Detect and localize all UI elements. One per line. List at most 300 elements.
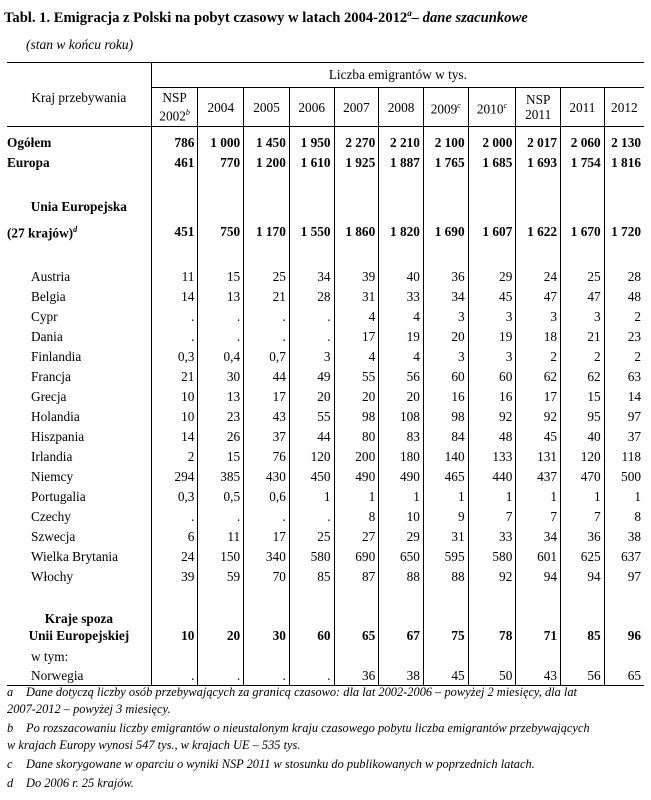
value-cell: 87: [334, 567, 379, 587]
value-cell: 11: [151, 267, 198, 287]
value-cell: 17: [334, 327, 379, 347]
value-cell: 120: [289, 447, 334, 467]
row-label: [7, 627, 151, 645]
row-label: [7, 567, 151, 587]
year-header: [334, 88, 379, 127]
row-label: [7, 367, 151, 387]
year-header-line2: 2011: [525, 107, 552, 122]
value-cell: 55: [289, 407, 334, 427]
footnote-letter: c: [7, 757, 13, 771]
row-label-footnote-ref: d: [73, 225, 78, 234]
value-cell: [604, 647, 644, 667]
value-cell: 9: [423, 507, 468, 527]
value-cell: 1 693: [516, 153, 561, 173]
value-cell: 97: [604, 407, 644, 427]
row-ogolem: [7, 133, 644, 153]
value-cell: 2: [604, 347, 644, 367]
value-cell: 1 622: [516, 220, 561, 243]
row-country: [7, 567, 644, 587]
value-cell: 750: [198, 220, 244, 243]
value-cell: 2: [561, 347, 605, 367]
value-cell: 1 950: [289, 133, 334, 153]
value-cell: 75: [423, 627, 468, 645]
value-cell: 37: [604, 427, 644, 447]
value-cell: 14: [604, 387, 644, 407]
value-cell: 25: [289, 527, 334, 547]
value-cell: 7: [468, 507, 516, 527]
row-label-text: Kraje spoza: [44, 611, 114, 627]
value-cell: 8: [604, 507, 644, 527]
value-cell: 20: [198, 627, 244, 645]
row-label-text: Ogółem: [7, 135, 52, 150]
value-cell: 770: [198, 153, 244, 173]
year-header-line2: 2002: [159, 108, 186, 124]
value-cell: 108: [379, 407, 424, 427]
value-cell: 3: [289, 347, 334, 367]
value-cell: 36: [561, 527, 605, 547]
value-cell: 1 610: [289, 153, 334, 173]
value-cell: 1 450: [244, 133, 290, 153]
year-header-line1: 2008: [387, 99, 415, 115]
value-cell: 78: [468, 627, 516, 645]
row-country: [7, 287, 644, 307]
value-cell: [561, 647, 605, 667]
value-cell: 29: [379, 527, 424, 547]
value-cell: 13: [198, 287, 244, 307]
footnote-text-continued: 2007-2012 – powyżej 3 miesięcy.: [7, 702, 171, 716]
value-cell: 10: [151, 407, 198, 427]
value-cell: 7: [561, 507, 605, 527]
value-cell: 8: [334, 507, 379, 527]
spacer-row: [7, 173, 644, 197]
value-cell: 16: [468, 387, 516, 407]
row-ue-heading: [7, 197, 644, 217]
value-cell: 1 685: [468, 153, 516, 173]
value-cell: 43: [244, 407, 290, 427]
value-cell: 24: [151, 547, 198, 567]
row-label: [7, 133, 151, 153]
row-label: [7, 153, 151, 173]
value-cell: 120: [561, 447, 605, 467]
value-cell: 1 820: [379, 220, 424, 243]
value-cell: 1 765: [423, 153, 468, 173]
value-cell: 0,3: [151, 487, 198, 507]
value-cell: 1: [334, 487, 379, 507]
value-cell: 21: [244, 287, 290, 307]
value-cell: 490: [379, 467, 424, 487]
value-cell: 1 720: [604, 220, 644, 243]
year-header: [244, 88, 290, 127]
value-cell: 31: [423, 527, 468, 547]
value-cell: 20: [289, 387, 334, 407]
value-cell: 37: [244, 427, 290, 447]
value-cell: 21: [151, 367, 198, 387]
year-header-line1: 2012: [611, 99, 638, 115]
value-cell: 30: [244, 627, 290, 645]
row-label: [7, 427, 151, 447]
value-cell: 26: [198, 427, 244, 447]
value-cell: 84: [423, 427, 468, 447]
value-cell: 4: [334, 347, 379, 367]
value-cell: 0,3: [151, 347, 198, 367]
value-cell: 18: [516, 327, 561, 347]
value-cell: 10: [151, 387, 198, 407]
year-header-line1: 2006: [298, 99, 325, 115]
value-cell: 7: [516, 507, 561, 527]
value-cell: 17: [244, 387, 290, 407]
value-cell: .: [289, 327, 334, 347]
row-country: [7, 367, 644, 387]
value-cell: 80: [334, 427, 379, 447]
value-cell: 2: [516, 347, 561, 367]
footnote-text: Dane skorygowane w oparciu o wyniki NSP 2011 w stosunku do publikowanych w poprzednich latach.: [26, 757, 535, 771]
value-cell: 48: [468, 427, 516, 447]
value-cell: 1 550: [289, 220, 334, 243]
value-cell: 3: [423, 347, 468, 367]
row-label: [7, 307, 151, 327]
value-cell: 44: [244, 367, 290, 387]
year-header: [516, 88, 561, 127]
value-cell: 38: [379, 667, 424, 686]
value-cell: 40: [561, 427, 605, 447]
value-cell: [379, 647, 424, 667]
value-cell: 14: [151, 287, 198, 307]
value-cell: 71: [516, 627, 561, 645]
row-label-text: Unia Europejska: [30, 199, 127, 214]
value-cell: 461: [151, 153, 198, 173]
value-cell: 94: [561, 567, 605, 587]
value-cell: 20: [379, 387, 424, 407]
row-label-text: Francja: [31, 369, 71, 385]
value-cell: 85: [289, 567, 334, 587]
value-cell: 19: [468, 327, 516, 347]
row-label: [7, 287, 151, 307]
value-cell: 85: [561, 627, 605, 645]
value-cell: 450: [289, 467, 334, 487]
value-cell: .: [244, 327, 290, 347]
value-cell: 2 100: [423, 133, 468, 153]
year-header: [561, 88, 605, 127]
row-label: [7, 487, 151, 507]
row-label: [7, 327, 151, 347]
row-country: [7, 327, 644, 347]
value-cell: 33: [379, 287, 424, 307]
row-label-text: Norwegia: [31, 668, 84, 684]
value-cell: 2 270: [334, 133, 379, 153]
value-cell: 385: [198, 467, 244, 487]
value-cell: .: [151, 327, 198, 347]
row-label: [7, 467, 151, 487]
value-cell: 98: [423, 407, 468, 427]
row-label: [7, 527, 151, 547]
value-cell: 95: [561, 407, 605, 427]
value-cell: [198, 647, 244, 667]
footnote-text: Dane dotyczą liczby osób przebywających za granicą czasowo: dla lat 2002-2006 – powyżej 2 miesięcy, dla lat: [26, 685, 577, 699]
value-cell: 31: [334, 287, 379, 307]
row-country: [7, 387, 644, 407]
year-header-line1: 2009: [430, 101, 458, 117]
year-header-line1: NSP: [525, 92, 551, 107]
value-cell: 3: [561, 307, 605, 327]
footnote: [7, 720, 647, 754]
value-cell: .: [244, 667, 290, 686]
value-cell: 15: [198, 447, 244, 467]
value-cell: 60: [468, 367, 516, 387]
value-cell: .: [244, 307, 290, 327]
value-cell: 650: [379, 547, 424, 567]
row-label-text: Wielka Brytania: [31, 549, 118, 565]
value-cell: .: [198, 507, 244, 527]
value-cell: .: [289, 307, 334, 327]
value-cell: 6: [151, 527, 198, 547]
value-cell: 21: [561, 327, 605, 347]
value-cell: 690: [334, 547, 379, 567]
value-cell: 595: [423, 547, 468, 567]
value-cell: 601: [516, 547, 561, 567]
value-cell: 65: [334, 627, 379, 645]
value-cell: 43: [516, 667, 561, 686]
row-label-text: Europa: [7, 155, 50, 170]
value-cell: 2 060: [561, 133, 605, 153]
row-label: [7, 407, 151, 427]
value-cell: 1 690: [423, 220, 468, 243]
value-cell: 33: [468, 527, 516, 547]
value-cell: 2 017: [516, 133, 561, 153]
value-cell: 19: [379, 327, 424, 347]
value-cell: 1: [516, 487, 561, 507]
value-cell: .: [289, 507, 334, 527]
year-header: [423, 88, 468, 127]
value-cell: 47: [516, 287, 561, 307]
value-cell: 1 860: [334, 220, 379, 243]
value-cell: 34: [289, 267, 334, 287]
value-cell: 1: [289, 487, 334, 507]
value-cell: 2 130: [604, 133, 644, 153]
value-cell: 27: [334, 527, 379, 547]
value-cell: 500: [604, 467, 644, 487]
year-header: [151, 88, 198, 127]
value-cell: 1 170: [244, 220, 290, 243]
value-cell: 56: [561, 667, 605, 686]
value-cell: [334, 647, 379, 667]
value-cell: 1 607: [468, 220, 516, 243]
value-cell: 786: [151, 133, 198, 153]
footnote-letter: d: [7, 776, 14, 790]
table-title-note: – dane szacunkowe: [411, 10, 528, 26]
value-cell: 62: [516, 367, 561, 387]
year-header: [604, 88, 644, 127]
row-label-text: Austria: [31, 269, 71, 285]
row-label: [7, 387, 151, 407]
row-label-text: w tym:: [31, 649, 69, 665]
row-ue: [7, 220, 644, 243]
value-cell: 56: [379, 367, 424, 387]
value-cell: 3: [468, 347, 516, 367]
value-cell: 490: [334, 467, 379, 487]
row-label-text: Czechy: [31, 509, 71, 525]
value-cell: 580: [468, 547, 516, 567]
footnote-letter: a: [7, 685, 14, 699]
row-country: [7, 467, 644, 487]
value-cell: 17: [516, 387, 561, 407]
value-cell: 60: [289, 627, 334, 645]
value-cell: 60: [423, 367, 468, 387]
value-cell: 3: [468, 307, 516, 327]
row-country: [7, 407, 644, 427]
value-cell: 76: [244, 447, 290, 467]
value-cell: 39: [151, 567, 198, 587]
value-cell: 96: [604, 627, 644, 645]
value-cell: 0,6: [244, 487, 290, 507]
row-label-text: Finlandia: [31, 349, 82, 365]
value-cell: 1 670: [561, 220, 605, 243]
value-cell: 11: [198, 527, 244, 547]
value-cell: 34: [423, 287, 468, 307]
year-header: [379, 88, 424, 127]
value-cell: 340: [244, 547, 290, 567]
value-cell: 88: [379, 567, 424, 587]
row-label: [7, 611, 151, 627]
value-cell: 625: [561, 547, 605, 567]
value-cell: 2 210: [379, 133, 424, 153]
emigration-table: [7, 62, 644, 686]
value-cell: 24: [516, 267, 561, 287]
row-label-text: (27 krajów): [7, 225, 74, 241]
row-label: [7, 507, 151, 527]
row-label: [7, 447, 151, 467]
value-cell: 29: [468, 267, 516, 287]
value-cell: 3: [423, 307, 468, 327]
row-country: [7, 447, 644, 467]
value-cell: 83: [379, 427, 424, 447]
value-cell: 67: [379, 627, 424, 645]
footnote-text: Po rozszacowaniu liczby emigrantów o nieustalonym kraju czasowego pobytu liczba emigrantów przebywających: [26, 721, 590, 735]
value-cell: [244, 647, 290, 667]
year-header-line1: NSP: [162, 90, 187, 106]
value-cell: 1 925: [334, 153, 379, 173]
row-label-text: Portugalia: [31, 489, 86, 505]
value-cell: [151, 647, 198, 667]
table-title-footnote-ref: a: [407, 8, 412, 18]
footnote: [7, 756, 647, 773]
value-cell: 4: [334, 307, 379, 327]
row-label: [7, 197, 151, 217]
value-cell: [289, 647, 334, 667]
row-country: [7, 267, 644, 287]
value-cell: 88: [423, 567, 468, 587]
value-cell: 36: [423, 267, 468, 287]
row-label: [7, 267, 151, 287]
year-header-footnote-ref: b: [185, 108, 190, 118]
value-cell: 38: [604, 527, 644, 547]
value-cell: 2 000: [468, 133, 516, 153]
row-label-text: Unii Europejskiej: [28, 628, 130, 644]
group-header: Liczba emigrantów w tys.: [151, 63, 644, 88]
row-label-text: Grecja: [31, 389, 67, 405]
value-cell: 430: [244, 467, 290, 487]
row-country: [7, 507, 644, 527]
value-cell: 140: [423, 447, 468, 467]
value-cell: 16: [423, 387, 468, 407]
value-cell: 70: [244, 567, 290, 587]
value-cell: 30: [198, 367, 244, 387]
value-cell: 180: [379, 447, 424, 467]
row-country: [7, 307, 644, 327]
value-cell: .: [151, 667, 198, 686]
value-cell: 2: [151, 447, 198, 467]
value-cell: 63: [604, 367, 644, 387]
value-cell: 470: [561, 467, 605, 487]
value-cell: 4: [379, 347, 424, 367]
value-cell: 98: [334, 407, 379, 427]
value-cell: 1: [561, 487, 605, 507]
value-cell: 23: [604, 327, 644, 347]
value-cell: 637: [604, 547, 644, 567]
row-country: [7, 547, 644, 567]
value-cell: 23: [198, 407, 244, 427]
value-cell: 3: [516, 307, 561, 327]
value-cell: 0,7: [244, 347, 290, 367]
value-cell: .: [151, 307, 198, 327]
footnote-letter: b: [7, 721, 14, 735]
value-cell: 92: [468, 567, 516, 587]
value-cell: 40: [379, 267, 424, 287]
value-cell: 28: [604, 267, 644, 287]
row-label-text: Belgia: [31, 289, 66, 305]
value-cell: 1 816: [604, 153, 644, 173]
value-cell: 1: [379, 487, 424, 507]
value-cell: 34: [516, 527, 561, 547]
value-cell: 17: [244, 527, 290, 547]
value-cell: 451: [151, 220, 198, 243]
value-cell: .: [244, 507, 290, 527]
value-cell: .: [198, 307, 244, 327]
value-cell: 10: [379, 507, 424, 527]
value-cell: 131: [516, 447, 561, 467]
value-cell: 25: [561, 267, 605, 287]
year-header-footnote-ref: c: [457, 100, 461, 110]
value-cell: 47: [561, 287, 605, 307]
value-cell: 0,5: [198, 487, 244, 507]
year-header: [468, 88, 516, 127]
value-cell: 1: [604, 487, 644, 507]
year-header-line1: 2007: [343, 99, 370, 115]
value-cell: 4: [379, 307, 424, 327]
value-cell: 1 000: [198, 133, 244, 153]
value-cell: 92: [516, 407, 561, 427]
value-cell: .: [151, 507, 198, 527]
row-europa: [7, 153, 644, 173]
footnote: [7, 684, 647, 718]
row-label-text: Szwecja: [31, 529, 76, 545]
value-cell: 50: [468, 667, 516, 686]
value-cell: 14: [151, 427, 198, 447]
row-country: [7, 427, 644, 447]
table-title: [4, 4, 649, 27]
value-cell: 65: [604, 667, 644, 686]
value-cell: 20: [334, 387, 379, 407]
row-w-tym: [7, 647, 644, 667]
value-cell: .: [198, 327, 244, 347]
value-cell: 1 887: [379, 153, 424, 173]
value-cell: 15: [561, 387, 605, 407]
row-label-text: Niemcy: [31, 469, 74, 485]
footnote-text-continued: w krajach Europy wynosi 547 tys., w krajach UE – 535 tys.: [7, 738, 301, 752]
value-cell: 45: [423, 667, 468, 686]
row-label-text: Dania: [31, 329, 63, 345]
value-cell: 2: [604, 307, 644, 327]
value-cell: .: [198, 667, 244, 686]
